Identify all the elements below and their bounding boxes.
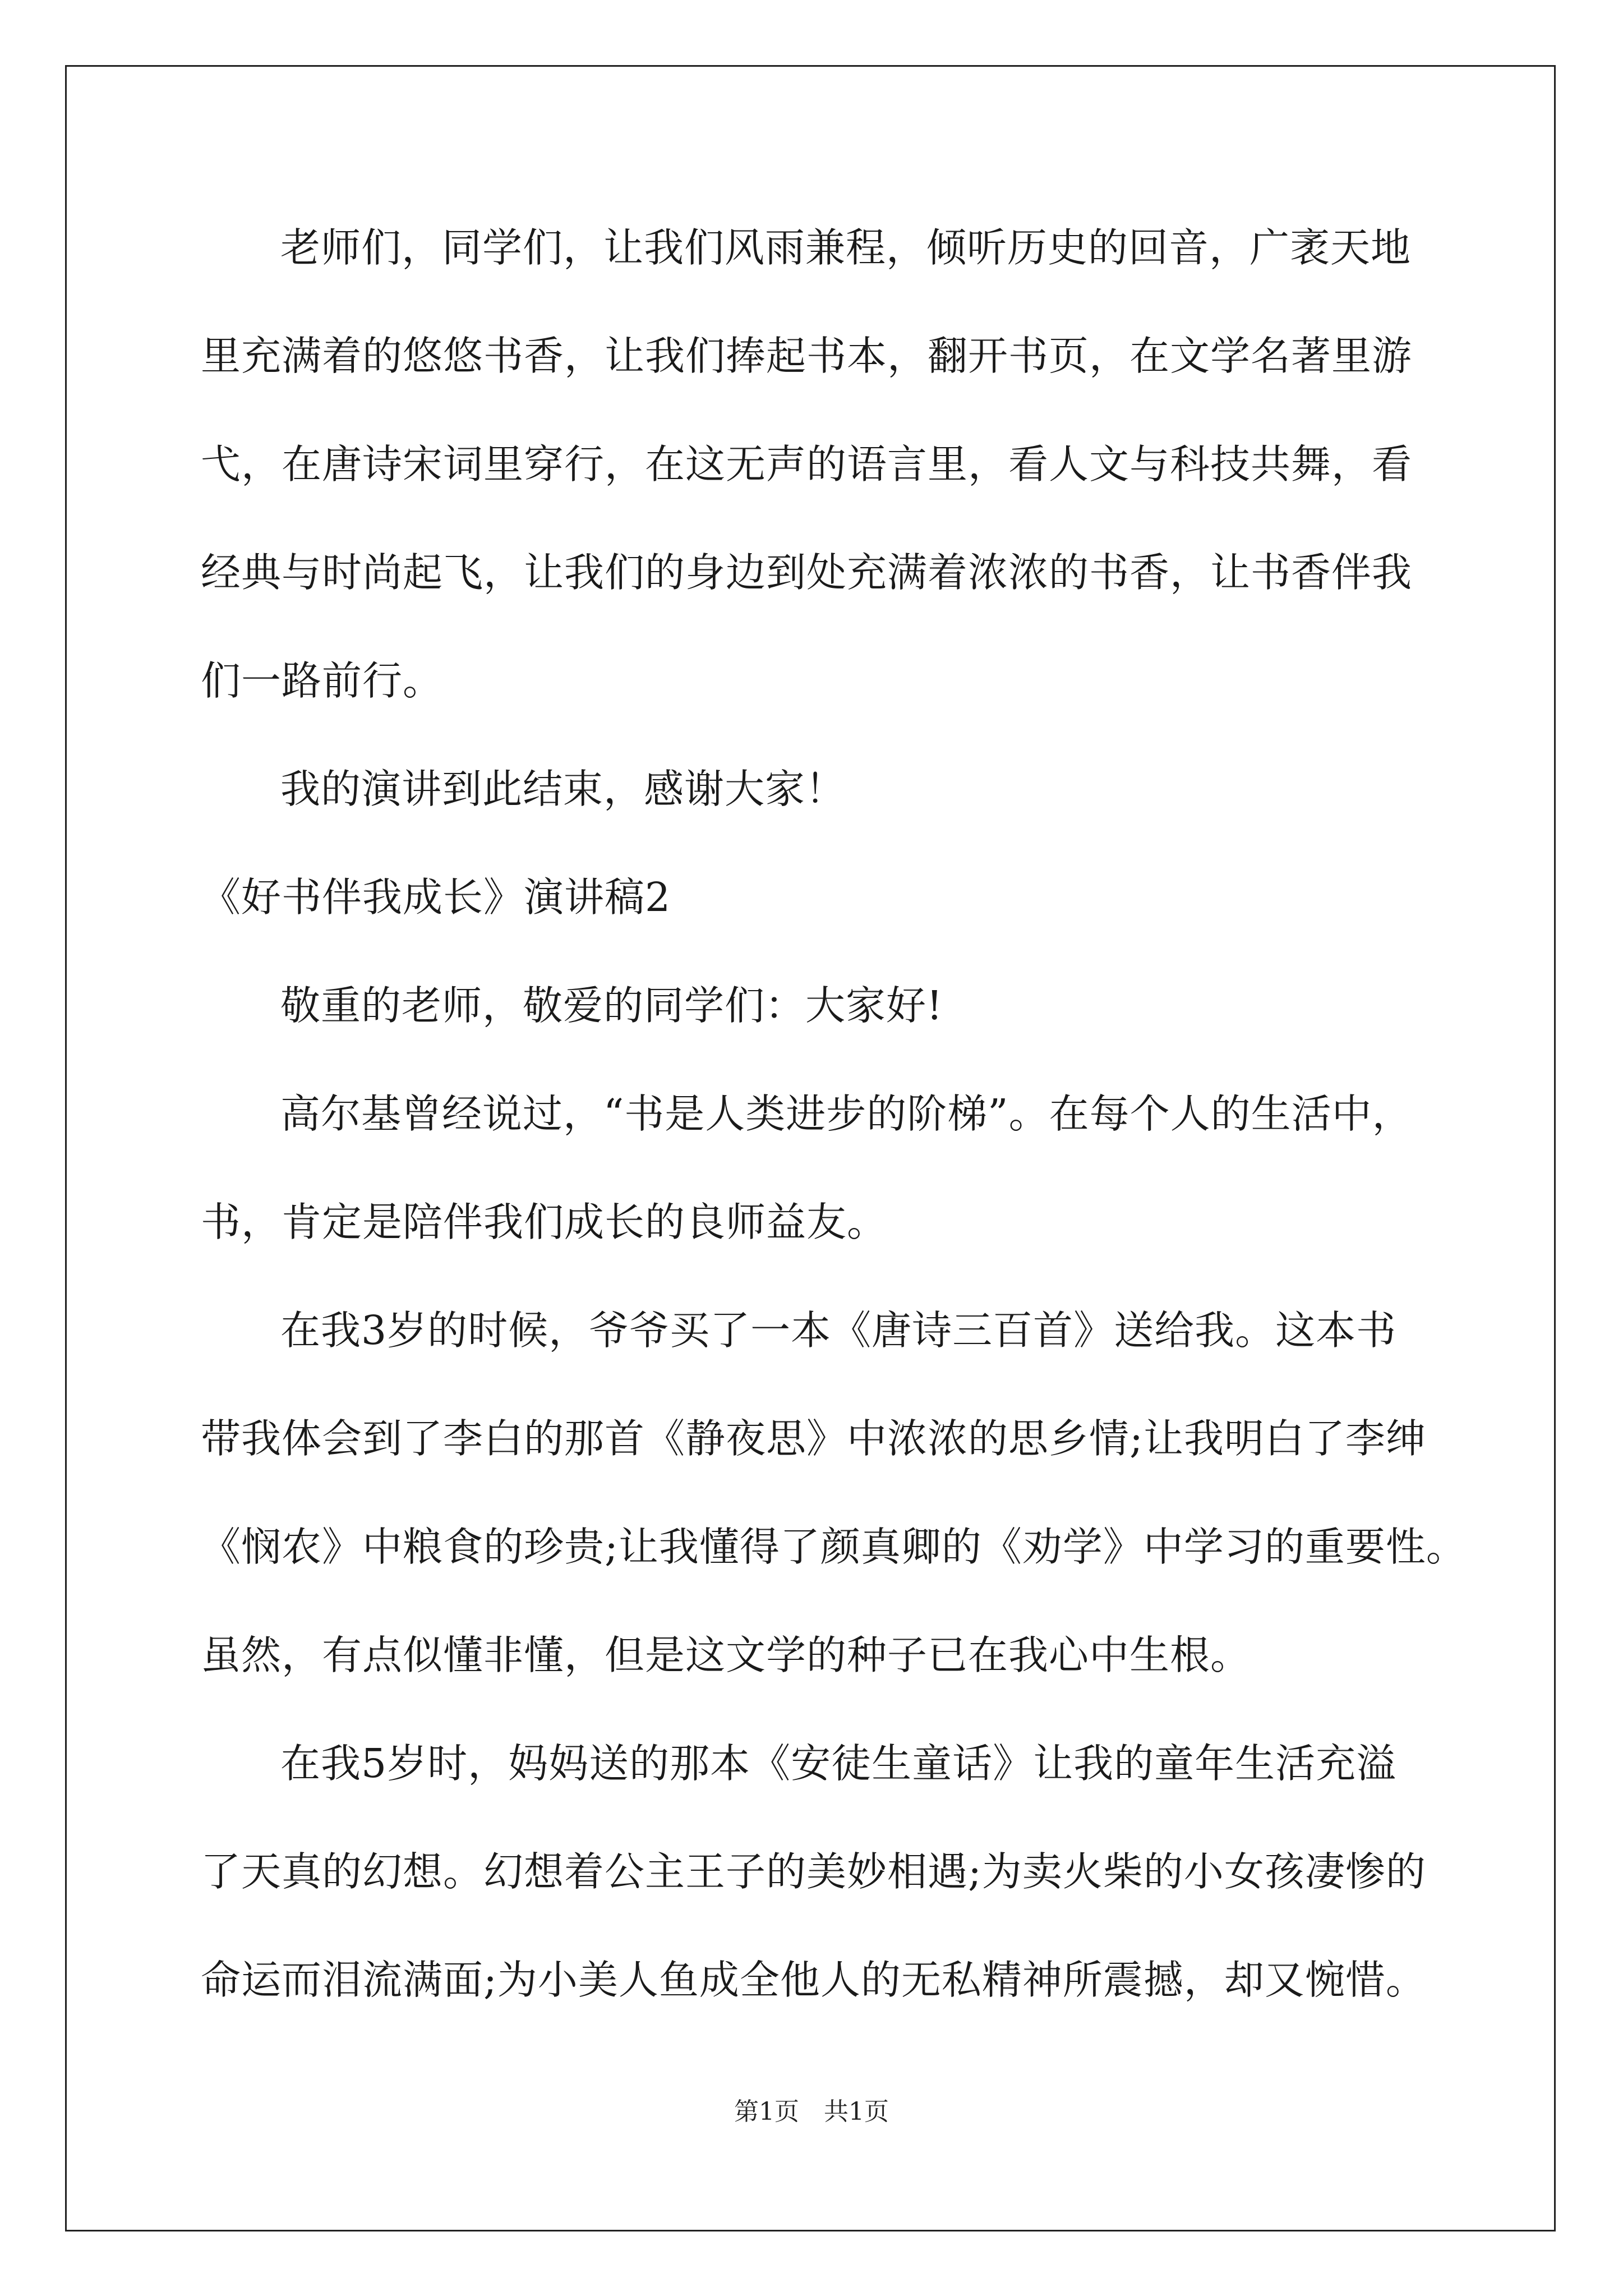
paragraph-line: 里充满着的悠悠书香，让我们捧起书本，翻开书页，在文学名著里游 <box>201 333 1413 379</box>
paragraph-line: 敬重的老师，敬爱的同学们：大家好! <box>280 982 943 1029</box>
paragraph-line: 高尔基曾经说过，“书是人类进步的阶梯”。在每个人的生活中， <box>280 1091 1413 1137</box>
paragraph-line: 带我体会到了李白的那首《静夜思》中浓浓的思乡情;让我明白了李绅 <box>201 1415 1426 1462</box>
paragraph-line: 在我5岁时，妈妈送的那本《安徒生童话》让我的童年生活充溢 <box>280 1740 1397 1787</box>
paragraph-line: 在我3岁的时候，爷爷买了一本《唐诗三百首》送给我。这本书 <box>280 1307 1397 1354</box>
paragraph-line: 弋，在唐诗宋词里穿行，在这无声的语言里，看人文与科技共舞，看 <box>201 441 1413 487</box>
paragraph-line: 经典与时尚起飞，让我们的身边到处充满着浓浓的书香，让书香伴我 <box>201 549 1413 596</box>
paragraph-line: 们一路前行。 <box>201 657 444 704</box>
paragraph-line: 了天真的幻想。幻想着公主王子的美妙相遇;为卖火柴的小女孩凄惨的 <box>201 1848 1426 1895</box>
paragraph-line: 命运而泪流满面;为小美人鱼成全他人的无私精神所震撼，却又惋惜。 <box>201 1957 1426 2003</box>
section-heading: 《好书伴我成长》演讲稿2 <box>201 874 671 921</box>
page-footer: 第1页 共1页 <box>734 2097 889 2126</box>
page-border <box>65 65 1556 2231</box>
paragraph-line: 书，肯定是陪伴我们成长的良师益友。 <box>201 1199 888 1245</box>
paragraph-line: 老师们，同学们，让我们风雨兼程，倾听历史的回音，广袤天地 <box>280 224 1412 271</box>
paragraph-line: 《悯农》中粮食的珍贵;让我懂得了颜真卿的《劝学》中学习的重要性。 <box>201 1524 1467 1570</box>
paragraph-line: 虽然，有点似懂非懂，但是这文学的种子已在我心中生根。 <box>201 1632 1251 1678</box>
paragraph-line: 我的演讲到此结束，感谢大家！ <box>280 766 846 812</box>
